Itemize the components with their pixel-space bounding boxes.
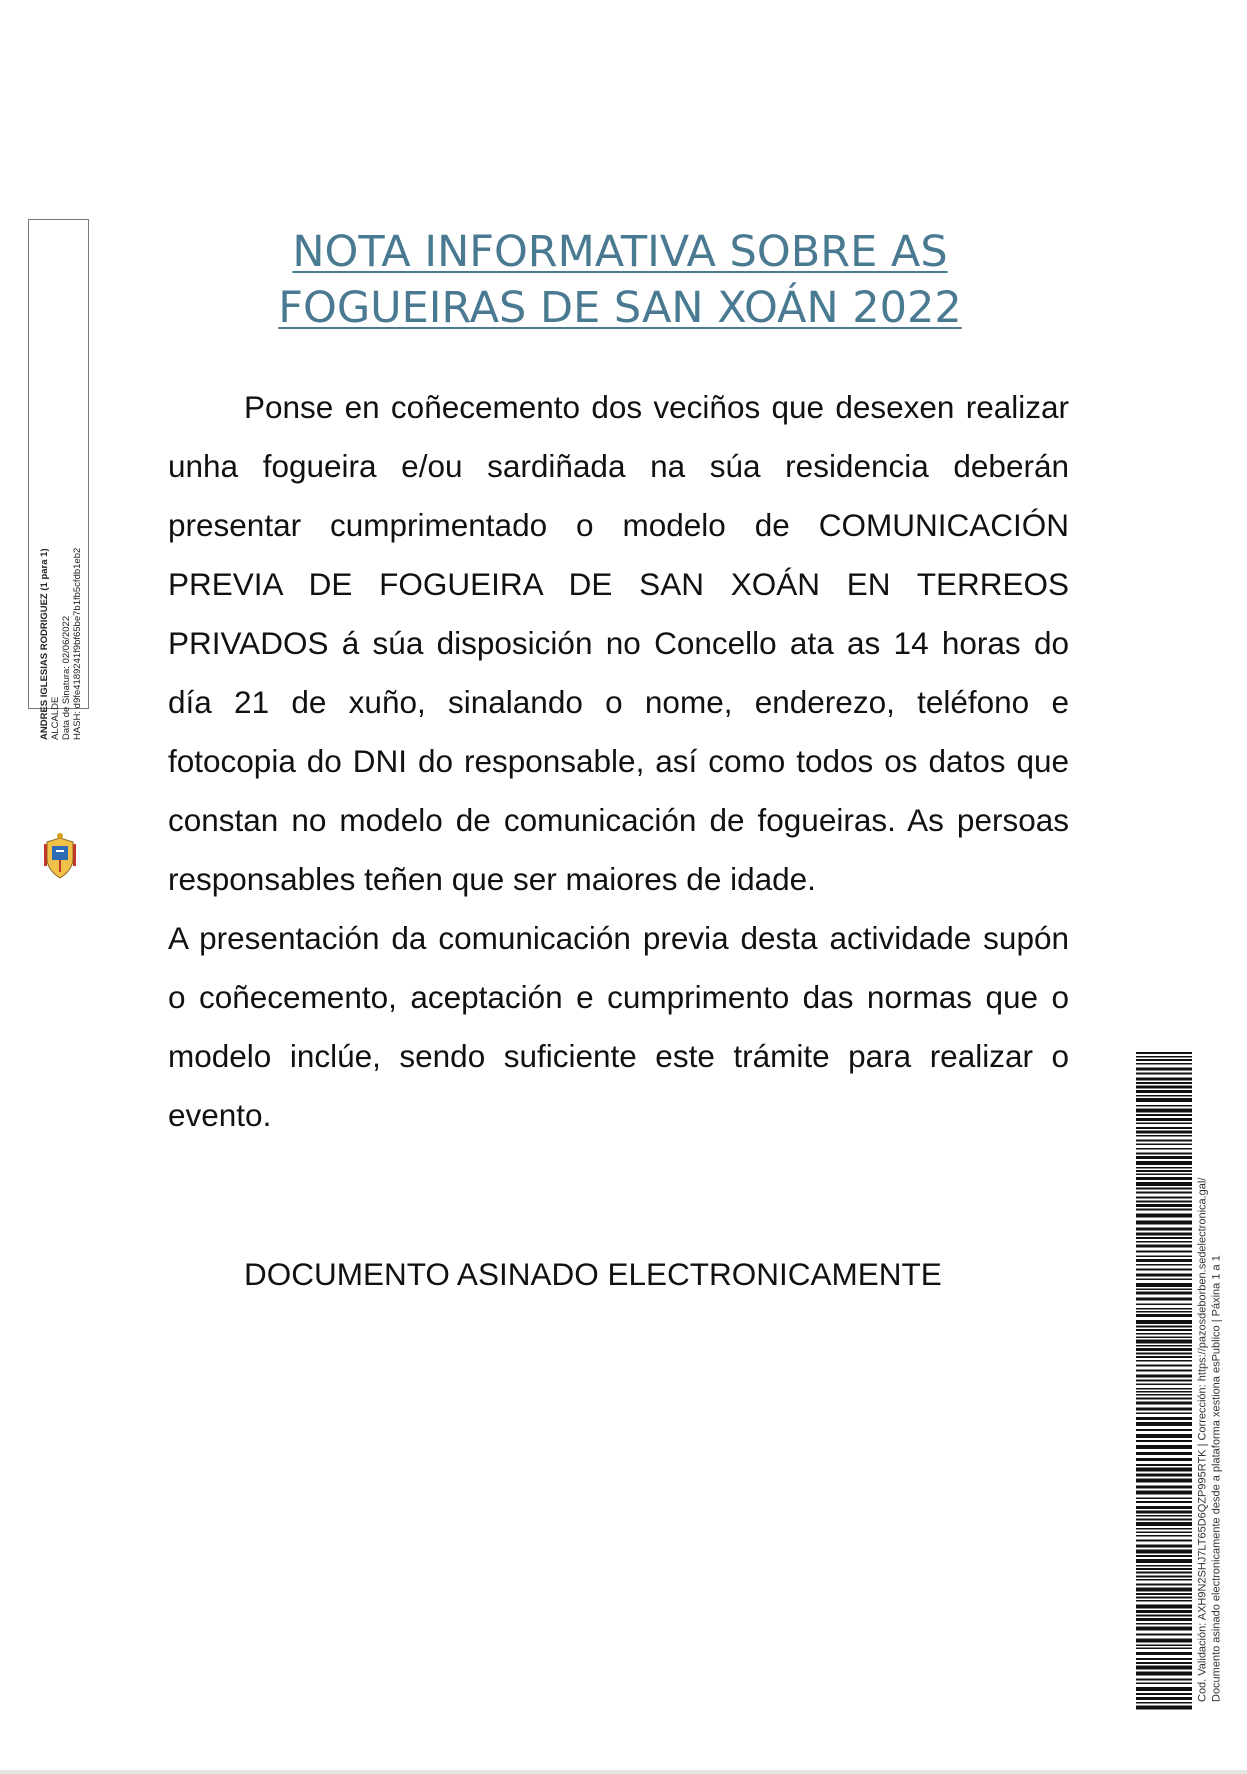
barcode-bar (1136, 1221, 1192, 1225)
barcode-bar (1136, 1082, 1192, 1084)
barcode-bar (1136, 1333, 1192, 1335)
barcode-bar (1136, 1192, 1192, 1194)
barcode-bar (1136, 1627, 1192, 1631)
barcode-bar (1136, 1283, 1192, 1287)
validation-code: Cod. Validación: AXH9N2SHJ7LT65D6QZP995RTK | Corrección: https://pazosdeborben.sedelectronica.gal/ (1196, 1177, 1209, 1702)
barcode-bar (1136, 1148, 1192, 1150)
barcode-bar (1136, 1618, 1192, 1621)
barcode-bar (1136, 1458, 1192, 1461)
barcode-bar (1136, 1078, 1192, 1081)
barcode-bar (1136, 1140, 1192, 1142)
barcode-bar (1136, 1298, 1192, 1301)
barcode-bar (1136, 1593, 1192, 1595)
barcode-bar (1136, 1555, 1192, 1557)
barcode-bar (1136, 1059, 1192, 1061)
barcode-bar (1136, 1144, 1192, 1146)
barcode-bar (1136, 1105, 1192, 1107)
barcode-bar (1136, 1156, 1192, 1159)
barcode-bar (1136, 1479, 1192, 1483)
barcode-bar (1136, 1402, 1192, 1405)
barcode-bar (1136, 1515, 1192, 1517)
signer-name: ANDRES IGLESIAS RODRIGUEZ (1 para 1) (39, 548, 50, 740)
barcode-bar (1136, 1666, 1192, 1670)
barcode-bar (1136, 1360, 1192, 1362)
barcode-bar (1136, 1068, 1192, 1071)
barcode-bar (1136, 1259, 1192, 1262)
barcode-bar (1136, 1337, 1192, 1339)
barcode-bar (1136, 1237, 1192, 1239)
barcode-bar (1136, 1452, 1192, 1455)
barcode-bar (1136, 1056, 1192, 1058)
barcode-bar (1136, 1519, 1192, 1521)
barcode-bar (1136, 1320, 1192, 1324)
barcode-bar (1136, 1264, 1192, 1266)
barcode-bar (1136, 1170, 1192, 1172)
barcode-bar (1136, 1545, 1192, 1548)
barcode-bar (1136, 1201, 1192, 1203)
barcode-bar (1136, 1434, 1192, 1438)
barcode-bar (1136, 1345, 1192, 1347)
signature-date: Data de Sinatura: 02/06/2022 (61, 615, 72, 740)
barcode-bar (1136, 1398, 1192, 1400)
barcode-bar (1136, 1304, 1192, 1306)
barcode-bar (1136, 1605, 1192, 1609)
barcode-bar (1136, 1197, 1192, 1199)
barcode-bar (1136, 1245, 1192, 1248)
barcode-bar (1136, 1086, 1192, 1089)
barcode-bar (1136, 1384, 1192, 1386)
barcode-bar (1136, 1568, 1192, 1570)
barcode-bar (1136, 1311, 1192, 1313)
barcode-bar (1136, 1576, 1192, 1578)
barcode-bar (1136, 1127, 1192, 1129)
barcode-bar (1136, 1123, 1192, 1125)
validation-strip (1197, 1062, 1224, 1702)
barcode-bar (1136, 1241, 1192, 1243)
barcode-bar (1136, 1658, 1192, 1660)
barcode-bar (1136, 1353, 1192, 1355)
barcode-bar (1136, 1615, 1192, 1617)
barcode-bar (1136, 1683, 1192, 1685)
barcode-bar (1136, 1648, 1192, 1650)
barcode-bar (1136, 1375, 1192, 1378)
barcode-bar (1136, 1348, 1192, 1351)
barcode-bar (1136, 1468, 1192, 1472)
barcode-bar (1136, 1511, 1192, 1514)
title-line-1: NOTA INFORMATIVA SOBRE AS (292, 227, 948, 277)
barcode-bar (1136, 1052, 1192, 1054)
barcode-bar (1136, 1550, 1192, 1554)
barcode-bar (1136, 1114, 1192, 1116)
barcode-bar (1136, 1308, 1192, 1310)
signature-hash: HASH: d9fe4189241f9bf65be7b1fb5cfdb1eb2 (72, 547, 83, 740)
barcode-bar (1136, 1501, 1192, 1503)
barcode-bar (1136, 1388, 1192, 1390)
barcode-bar (1136, 1135, 1192, 1137)
barcode-bar (1136, 1540, 1192, 1542)
barcode-bar (1136, 1597, 1192, 1599)
barcode-bar (1136, 1522, 1192, 1526)
municipal-coat-of-arms-icon (43, 832, 77, 887)
barcode-bar (1136, 1697, 1192, 1700)
barcode-bar (1136, 1098, 1192, 1102)
barcode-bar (1136, 1356, 1192, 1358)
barcode-bar (1136, 1274, 1192, 1277)
barcode-bar (1136, 1326, 1192, 1328)
signature-stamp (28, 219, 89, 740)
barcode-bar (1136, 1391, 1192, 1393)
barcode-bar (1136, 1610, 1192, 1613)
barcode-bar (1136, 1532, 1192, 1534)
barcode-bar (1136, 1292, 1192, 1295)
barcode-bar (1136, 1422, 1192, 1426)
barcode-bar (1136, 1440, 1192, 1442)
barcode-bar (1136, 1679, 1192, 1681)
barcode-bar (1136, 1498, 1192, 1500)
barcode-bar (1136, 1329, 1192, 1331)
barcode-bar (1136, 1486, 1192, 1489)
barcode-bar (1136, 1645, 1192, 1647)
barcode-bar (1136, 1269, 1192, 1271)
barcode-bar (1136, 1153, 1192, 1155)
barcode-bar (1136, 1528, 1192, 1530)
barcode-bar (1136, 1090, 1192, 1093)
barcode-bar (1136, 1314, 1192, 1317)
barcode-bar (1136, 1214, 1192, 1218)
barcode-bar (1136, 1672, 1192, 1676)
barcode-bar (1136, 1506, 1192, 1509)
paragraph-1: Ponse en coñecemento dos veciños que desexen realizar unha fogueira e/ou sardiñada na súa residencia deberán presentar cumprimentado o modelo de COMUNICACIÓN PREVIA DE FOGUEIRA DE SAN XOÁN EN TERREOS PRIVADOS á súa disposición no Concello ata as 14 horas do día 21 de xuño, sinalando o nome, enderezo, teléfono e fotocopia do DNI do responsable, así como todos os datos que constan no modelo de comunicación de fogueiras. As persoas responsables teñen que ser maiores de idade. (168, 389, 1069, 897)
page-bottom-edge (0, 1770, 1247, 1774)
barcode-bar (1136, 1380, 1192, 1382)
barcode-bar (1136, 1251, 1192, 1253)
barcode-bar (1136, 1687, 1192, 1691)
barcode-bar (1136, 1174, 1192, 1176)
barcode-bar (1136, 1394, 1192, 1396)
barcode-bar (1136, 1095, 1192, 1097)
barcode-bar (1136, 1161, 1192, 1165)
barcode-bar (1136, 1182, 1192, 1186)
barcode-bar (1136, 1639, 1192, 1643)
validation-platform: Documento asinado electronicamente desde a plataforma xestiona esPublico | Páxina 1 a 1 (1210, 1255, 1222, 1702)
barcode-bar (1136, 1413, 1192, 1415)
barcode-bar (1136, 1279, 1192, 1281)
page-title (200, 224, 1040, 336)
barcode-bar (1136, 1579, 1192, 1581)
barcode-bar (1136, 1559, 1192, 1563)
barcode-icon (1136, 1052, 1192, 1712)
barcode-bar (1136, 1572, 1192, 1574)
barcode-bar (1136, 1429, 1192, 1431)
barcode-bar (1136, 1565, 1192, 1567)
barcode-bar (1136, 1233, 1192, 1236)
barcode-bar (1136, 1118, 1192, 1121)
barcode-bar (1136, 1491, 1192, 1495)
barcode-bar (1136, 1445, 1192, 1449)
barcode-bar (1136, 1662, 1192, 1664)
barcode-bar (1136, 1417, 1192, 1420)
barcode-bar (1136, 1063, 1192, 1065)
signature-details (39, 440, 83, 740)
barcode-bar (1136, 1584, 1192, 1586)
barcode-bar (1136, 1474, 1192, 1477)
barcode-bar (1136, 1535, 1192, 1537)
barcode-bar (1136, 1623, 1192, 1625)
title-line-2: FOGUEIRAS DE SAN XOÁN 2022 (278, 283, 962, 333)
barcode-bar (1136, 1706, 1192, 1710)
barcode-bar (1136, 1408, 1192, 1411)
barcode-bar (1136, 1073, 1192, 1075)
barcode-bar (1136, 1228, 1192, 1231)
barcode-bar (1136, 1464, 1192, 1466)
barcode-bar (1136, 1204, 1192, 1207)
barcode-bar (1136, 1588, 1192, 1592)
barcode-bar (1136, 1340, 1192, 1344)
barcode-bar (1136, 1167, 1192, 1169)
barcode-bar (1136, 1702, 1192, 1704)
barcode-bar (1136, 1652, 1192, 1655)
barcode-bar (1136, 1634, 1192, 1636)
barcode-bar (1136, 1289, 1192, 1291)
barcode-bar (1136, 1188, 1192, 1190)
paragraph-2: A presentación da comunicación previa desta actividade supón o coñecemento, aceptación e cumprimento das normas que o modelo inclúe, sendo suficiente este trámite para realizar o evento. (168, 920, 1069, 1133)
barcode-bar (1136, 1693, 1192, 1695)
barcode-bar (1136, 1209, 1192, 1211)
barcode-bar (1136, 1256, 1192, 1258)
barcode-bar (1136, 1370, 1192, 1372)
barcode-bar (1136, 1600, 1192, 1602)
document-body (168, 378, 1069, 1145)
signer-role: ALCALDE (50, 696, 61, 740)
barcode-bar (1136, 1365, 1192, 1367)
barcode-bar (1136, 1109, 1192, 1113)
barcode-bar (1136, 1177, 1192, 1180)
signed-notice: DOCUMENTO ASINADO ELECTRONICAMENTE (244, 1256, 942, 1292)
barcode-bar (1136, 1131, 1192, 1134)
